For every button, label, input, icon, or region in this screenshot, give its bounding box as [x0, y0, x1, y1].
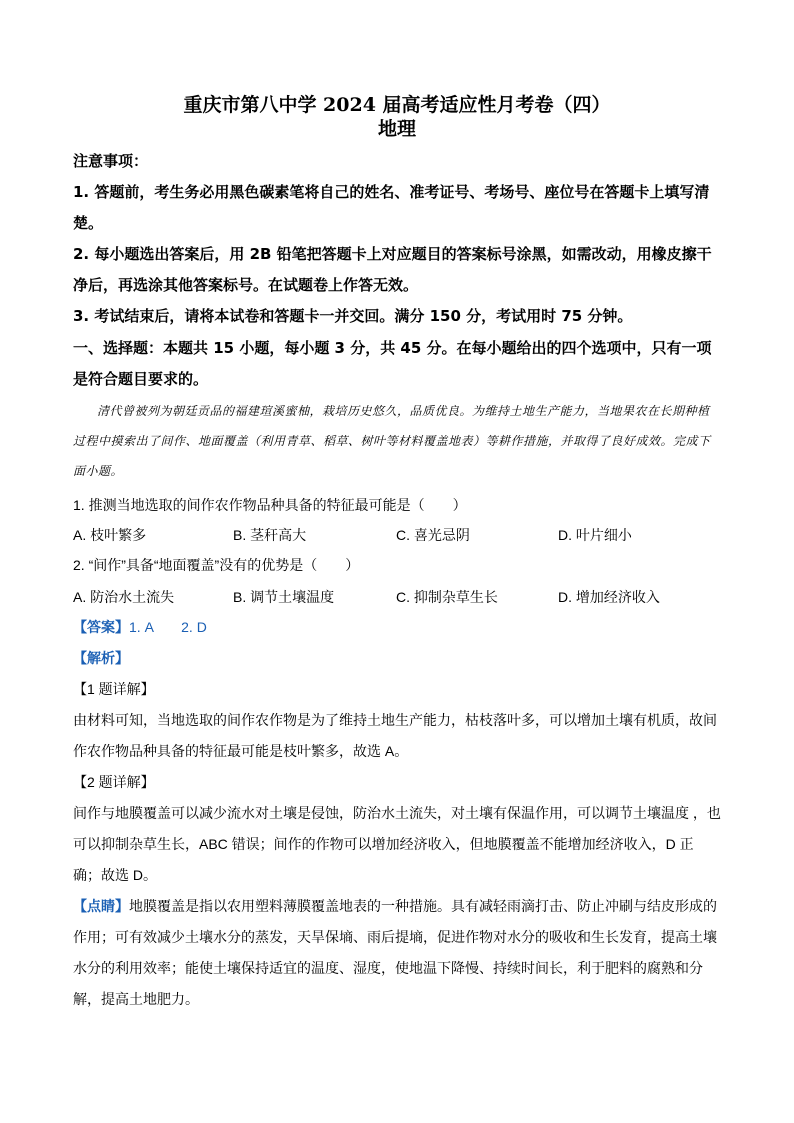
analysis-tag: 【解析】 [73, 650, 129, 666]
q1-option-b: B. 茎秆高大 [233, 527, 307, 543]
section-heading: 一、选择题：本题共 15 小题，每小题 3 分，共 45 分。在每小题给出的四个选项中，只有一项是符合题目要求的。 [73, 339, 712, 388]
q1-option-d: D. 叶片细小 [558, 527, 632, 543]
question-2-stem: 2. “间作”具备“地面覆盖”没有的优势是（ ） [73, 557, 360, 573]
question-1-options [73, 520, 721, 550]
q2-detail-label: 【2 题详解】 [73, 774, 155, 790]
note-item-1: 1. 答题前，考生务必用黑色碳素笔将自己的姓名、准考证号、考场号、座位号在答题卡上填写清楚。 [73, 183, 710, 232]
q2-option-d: D. 增加经济收入 [558, 589, 660, 605]
q2-detail-text: 间作与地膜覆盖可以减少流水对土壤是侵蚀，防治水土流失，对土壤有保温作用，可以调节土壤温度 ，也可以抑制杂草生长，ABC 错误；间作的作物可以增加经济收入，但地膜覆盖不能增加经济收入，D 正确；故选 D。 [73, 805, 721, 883]
q2-option-a: A. 防治水土流失 [73, 589, 175, 605]
answer-value: 1. A 2. D [129, 619, 207, 635]
question-1-stem: 1. 推测当地选取的间作农作物品种具备的特征最可能是（ ） [73, 497, 467, 513]
note-item-2: 2. 每小题选出答案后，用 2B 铅笔把答题卡上对应题目的答案标号涂黑，如需改动，用橡皮擦干净后，再选涂其他答案标号。在试题卷上作答无效。 [73, 245, 712, 294]
tip-block [73, 891, 721, 1015]
tip-text: 地膜覆盖是指以农用塑料薄膜覆盖地表的一种措施。具有减轻雨滴打击、防止冲刷与结皮形成的作用；可有效减少土壤水分的蒸发，天旱保墒、雨后提墒，促进作物对水分的吸收和生长发育，提高土壤水分的利用效率；能使土壤保持适宜的温度、湿度，使地温下降慢、持续时间长，利于肥料的腐熟和分解，提高土地肥力。 [73, 898, 717, 1007]
q1-detail-label: 【1 题详解】 [73, 681, 155, 697]
answer-line [73, 612, 721, 643]
analysis-label [73, 643, 721, 674]
q2-option-b: B. 调节土壤温度 [233, 589, 335, 605]
q2-option-c: C. 抑制杂草生长 [396, 589, 498, 605]
q1-detail-text: 由材料可知，当地选取的间作农作物是为了维持土地生产能力，枯枝落叶多，可以增加土壤有机质，故间作农作物品种具备的特征最可能是枝叶繁多，故选 A。 [73, 712, 717, 759]
question-2-options [73, 582, 721, 612]
reading-passage: 清代曾被列为朝廷贡品的福建瑄溪蜜柚，栽培历史悠久，品质优良。为维持土地生产能力，当地果农在长期种植过程中摸索出了间作、地面覆盖（利用青草、稻草、树叶等材料覆盖地表）等耕作措施，并取得了良好成效。完成下面小题。 [73, 404, 711, 478]
tip-label: 【点睛】 [73, 898, 129, 914]
page-title: 重庆市第八中学 2024 届高考适应性月考卷（四） [183, 94, 611, 116]
note-item-3: 3. 考试结束后，请将本试卷和答题卡一并交回。满分 150 分，考试用时 75 分钟。 [73, 307, 633, 325]
q1-option-c: C. 喜光忌阴 [396, 527, 470, 543]
answer-label: 【答案】 [73, 619, 129, 635]
notes-heading: 注意事项： [73, 152, 149, 170]
q1-option-a: A. 枝叶繁多 [73, 527, 147, 543]
subject-title: 地理 [377, 118, 416, 140]
